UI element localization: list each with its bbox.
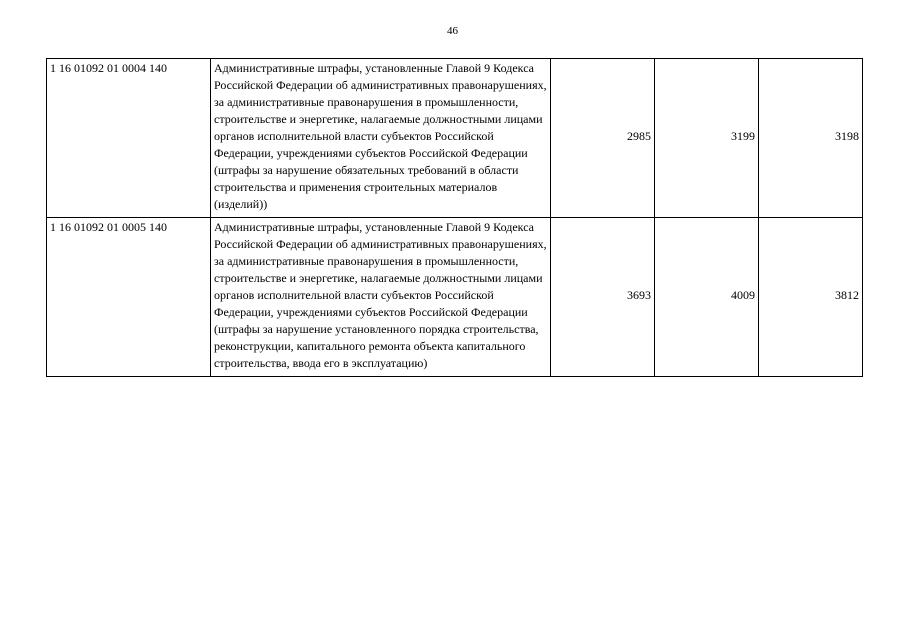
description-cell: Административные штрафы, установленные Главой 9 Кодекса Российской Федерации об административных правонарушениях, за административные правонарушения в промышленности, строительстве и энергетике, налагаемые должностными лицами органов исполнительной власти субъектов Российской Федерации, учреждениями субъектов Российской Федерации (штрафы за нарушение обязательных требований в области строительства и применения строительных материалов (изделий))	[211, 59, 551, 218]
revenue-table	[46, 58, 863, 377]
page-number: 46	[447, 25, 458, 37]
value-cell-2: 3199	[655, 59, 759, 218]
value-cell-1: 3693	[551, 218, 655, 377]
value-cell-3: 3198	[759, 59, 863, 218]
value-cell-1: 2985	[551, 59, 655, 218]
value-cell-3: 3812	[759, 218, 863, 377]
budget-code-cell: 1 16 01092 01 0004 140	[47, 59, 211, 218]
budget-code-cell: 1 16 01092 01 0005 140	[47, 218, 211, 377]
value-cell-2: 4009	[655, 218, 759, 377]
table-row	[47, 59, 863, 218]
table-row	[47, 218, 863, 377]
description-cell: Административные штрафы, установленные Главой 9 Кодекса Российской Федерации об административных правонарушениях, за административные правонарушения в промышленности, строительстве и энергетике, налагаемые должностными лицами органов исполнительной власти субъектов Российской Федерации, учреждениями субъектов Российской Федерации (штрафы за нарушение установленного порядка строительства, реконструкции, капитального ремонта объекта капитального строительства, ввода его в эксплуатацию)	[211, 218, 551, 377]
